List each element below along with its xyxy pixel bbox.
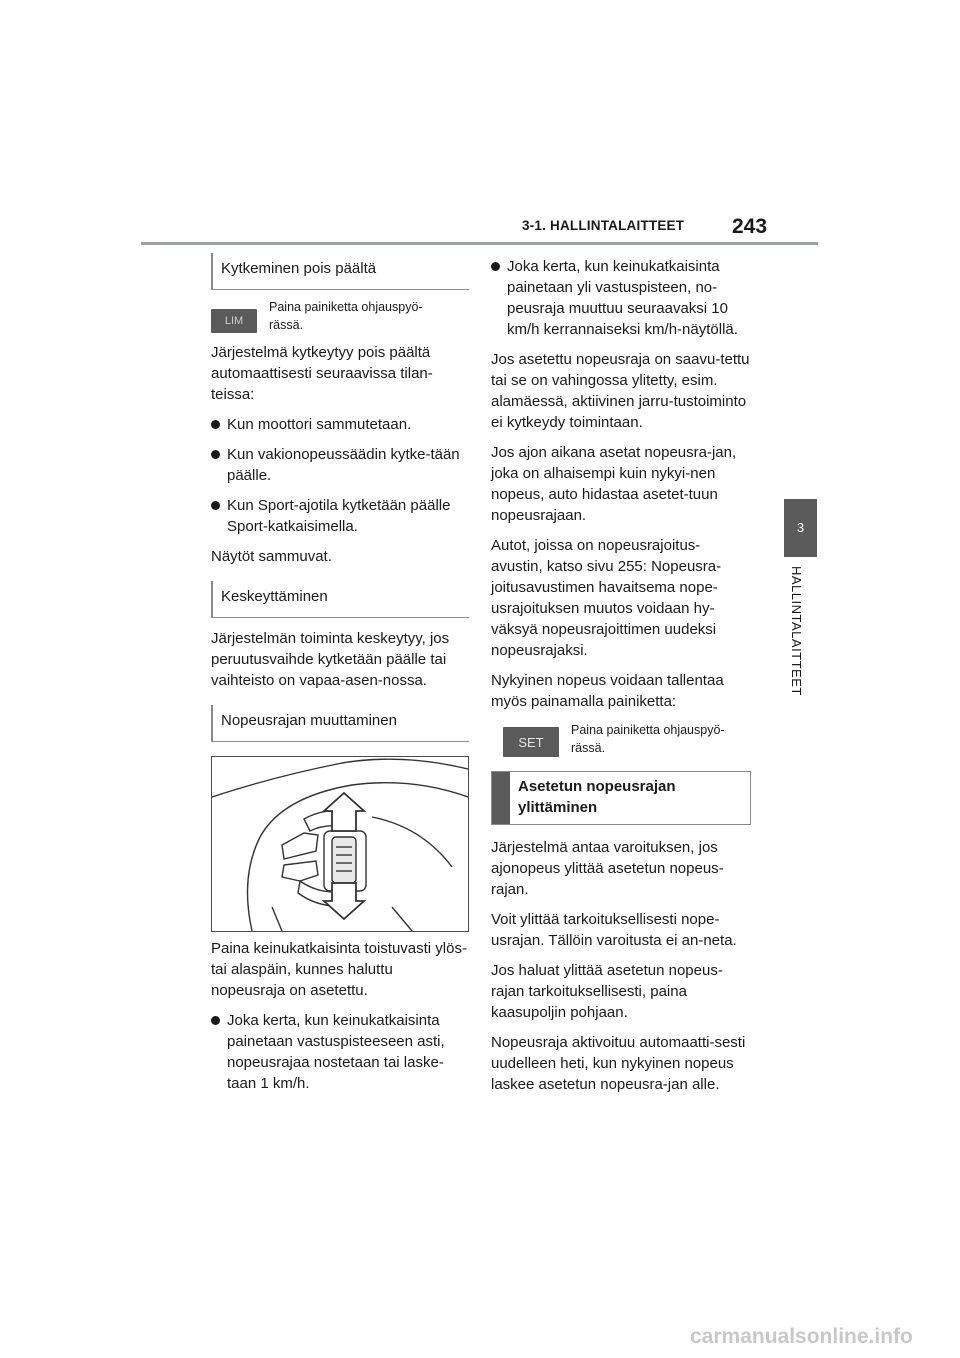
chapter-tab bbox=[784, 499, 817, 557]
heading-pause: Keskeyttäminen bbox=[211, 581, 469, 618]
bullet-icon bbox=[211, 1016, 220, 1025]
left-column bbox=[211, 253, 469, 1103]
warning-heading-box bbox=[491, 771, 751, 825]
set-button-icon: SET bbox=[503, 727, 559, 757]
paragraph: Jos asetettu nopeusraja on saavu-tettu tai se on vahingossa ylitetty, esim. alamäessä, aktiivinen jarru-tustoiminto ei kytkeydy toimintaan. bbox=[491, 351, 750, 431]
heading-switch-off: Kytkeminen pois päältä bbox=[211, 253, 469, 290]
paragraph: Nopeusraja aktivoituu automaatti-sesti uudelleen heti, kun nykyinen nopeus laskee asetetun nopeusra-jan alle. bbox=[491, 1034, 746, 1093]
pause-text: Järjestelmän toiminta keskeytyy, jos peruutusvaihde kytketään päälle tai vaihteisto on vapaa-asen-nossa. bbox=[211, 630, 450, 689]
bullet-icon bbox=[491, 262, 500, 271]
warning-bar bbox=[492, 772, 510, 824]
list-item: Kun moottori sammutetaan. bbox=[211, 414, 469, 435]
chapter-vertical-title: HALLINTALAITTEET bbox=[789, 566, 804, 696]
right-column bbox=[491, 256, 751, 1104]
bullet-icon bbox=[211, 501, 220, 510]
list-item: Joka kerta, kun keinukatkaisinta painetaan vastuspisteeseen asti, nopeusrajaa nostetaan tai laske-taan 1 km/h. bbox=[211, 1010, 469, 1094]
lim-button-row bbox=[211, 298, 469, 334]
section-title: 3-1. HALLINTALAITTEET bbox=[522, 218, 685, 233]
heading-change-limit: Nopeusrajan muuttaminen bbox=[211, 705, 469, 742]
bullet-icon bbox=[211, 420, 220, 429]
page-number: 243 bbox=[732, 215, 768, 238]
paragraph: Autot, joissa on nopeusrajoitus-avustin, katso sivu 255: Nopeusra-joitusavustimen havaitsema nope-usrajoituksen muutos voidaan hy-väksyä nopeusrajoittimen uudeksi nopeusrajaksi. bbox=[491, 537, 722, 659]
set-button-row bbox=[503, 721, 751, 757]
set-button-note: Paina painiketta ohjauspyö- rässä. bbox=[571, 723, 725, 755]
paragraph: Järjestelmä antaa varoituksen, jos ajonopeus ylittää asetetun nopeus-rajan. bbox=[491, 839, 724, 898]
list-item: Joka kerta, kun keinukatkaisinta painetaan yli vastuspisteen, no-peusraja muuttuu seuraavaksi 10 km/h kerrannaiseksi km/h-näytöllä. bbox=[491, 256, 751, 340]
lim-button-icon: LIM bbox=[211, 309, 257, 333]
list-item: Kun vakionopeussäädin kytke-tään päälle. bbox=[211, 444, 469, 486]
watermark: carmanualsonline.info bbox=[690, 1325, 913, 1348]
chapter-number: 3 bbox=[796, 520, 805, 535]
header-rule bbox=[141, 242, 818, 245]
paragraph: Nykyinen nopeus voidaan tallentaa myös painamalla painiketta: bbox=[491, 672, 724, 710]
paragraph: Jos haluat ylittää asetetun nopeus-rajan tarkoituksellisesti, paina kaasupoljin pohjaan. bbox=[491, 962, 723, 1021]
warning-heading: Asetetun nopeusrajan ylittäminen bbox=[518, 778, 676, 816]
bullet-icon bbox=[211, 450, 220, 459]
list-item: Kun Sport-ajotila kytketään päälle Sport-katkaisimella. bbox=[211, 495, 469, 537]
rocker-text: Paina keinukatkaisinta toistuvasti ylös- tai alaspäin, kunnes haluttu nopeusraja on asetettu. bbox=[211, 940, 467, 999]
paragraph: Voit ylittää tarkoituksellisesti nope-usrajan. Tällöin varoitusta ei an-neta. bbox=[491, 911, 737, 949]
auto-off-intro: Järjestelmä kytkeytyy pois päältä automaattisesti seuraavissa tilan-teissa: bbox=[211, 344, 433, 403]
displays-off-text: Näytöt sammuvat. bbox=[211, 548, 332, 565]
steering-wheel-rocker-icon bbox=[212, 757, 468, 931]
steering-wheel-figure bbox=[211, 756, 469, 932]
lim-button-note: Paina painiketta ohjauspyö- rässä. bbox=[269, 300, 423, 332]
paragraph: Jos ajon aikana asetat nopeusra-jan, joka on alhaisempi kuin nykyi-nen nopeus, auto hidastaa asetet-tuun nopeusrajaan. bbox=[491, 444, 737, 524]
